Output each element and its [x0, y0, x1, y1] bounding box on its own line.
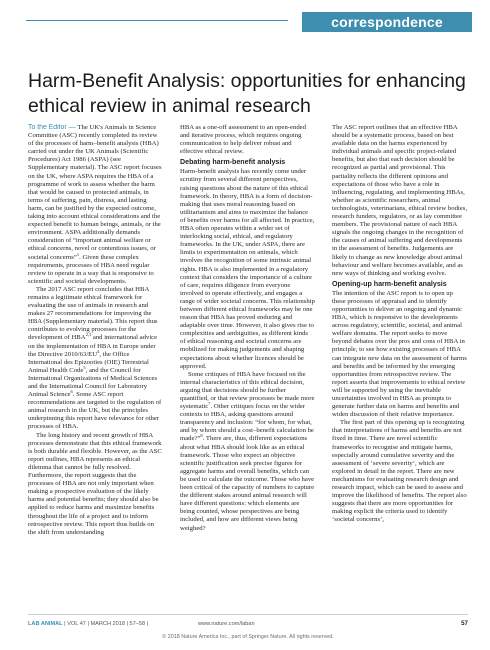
paragraph-text: . Some ASC report recommendations are targeted to the regulation of animal research in the UK, but the principles underpinning this report have relevance for other processes of HBA. [28, 391, 162, 431]
paragraph [28, 286, 163, 432]
paragraph-text: , and the Council for International Organizations of Medical Sciences and the International Council for Laboratory Animal Science [28, 366, 158, 399]
issue-info: | VOL 47 | MARCH 2018 | 57–58 | [62, 621, 149, 627]
footnote-ref: 8 [200, 433, 203, 439]
section-heading: Debating harm-benefit analysis [180, 158, 286, 167]
top-rule [26, 20, 288, 21]
page-number: 57 [461, 620, 468, 627]
paragraph-text: HBA as a one-off assessment to an open-ended and iterative process, which requires ongoing communication to help deliver robust and effective ethical review. [180, 124, 306, 156]
lead-in: To the Editor — [28, 124, 78, 131]
column-3 [332, 124, 467, 598]
paragraph-text: . There are, thus, different expectations about what HBA should look like as an ethical framework. Those who expect an objective scientific justification seek precise figures for aggregate harms and overall benefits, which can be used to calculate the outcome. Those who have been critical of the capacity of numbers to capture the different stakes around animal research will have different questions: which elements are being counted, whose perspectives are being included, and how are different views being weighed? [180, 435, 315, 532]
paragraph [332, 290, 467, 420]
paragraph-text: The intention of the ASC report is to open up these processes of appraisal and to identify opportunities to deliver an ongoing and dynamic HBA, which is responsive to the developments across regulatory, scientific, societal, and animal welfare domains. The report seeks to move beyond debates over the pros and cons of HBA in principle, to see how existing processes of HBA can integrate new data on the assessment of harms and benefits and be informed by the emerging opportunities from retrospective review. The report asserts that improvements to ethical review will be supported by using the inevitable uncertainties involved in HBA as prompts to generate further data on harms and benefits and widen discussion of their relative importance. [332, 289, 467, 419]
paragraph [180, 124, 315, 156]
journal-name: LAB ANIMAL [28, 621, 63, 627]
column-1 [28, 124, 163, 598]
paragraph [28, 124, 163, 286]
footnote-ref: 5 [83, 364, 86, 370]
section-heading: Opening-up harm-benefit analysis [332, 279, 447, 288]
footer-rule [28, 614, 468, 615]
paragraph-text: The UK's Animals in Science Committee (ASC) recently completed its review of the processes of harm–benefit analysis (HBA) carried out under the UK Animals (Scientific Procedures) Act 1986 (ASPA) (see Supplementary material). The ASC report focuses on the UK, where ASPA requires the HBA of a programme of work to assess whether the harm that would be caused to protected animals, in terms of suffering, pain, distress, and lasting harm, can be justified by the expected outcome, taking into account ethical considerations and the expected benefit to human beings, animals, or the environment. ASPA additionally demands consideration of “important animal welfare or ethical concerns, novel or contentious issues, or societal concerns” [28, 124, 162, 261]
paragraph-text: The ASC report outlines that an effective HBA should be a systematic process, based on best available data on the harms experienced by individual animals and specific project-related benefits, but also that each decision should be recognized as partial and provisional. This partiality reflects the different opinions and expectations of those who have a role in influencing, regulating, and implementing HBAs, whether as scientific researchers, animal technologists, veterinarians, ethical review bodies, research funders, regulators, or as lay committee members. The provisional nature of each HBA signals the ongoing changes in the recognition of the causes of animal suffering and developments in the assessment of benefits. Judgements are likely to change as new knowledge about animal behaviour and welfare becomes available, and as new ways of thinking and working evolve. [332, 124, 467, 277]
column-2 [180, 124, 315, 598]
paragraph [28, 432, 163, 537]
paragraph-text: and international advice on the implementation of HBA in Europe under the Directive 2010/63/EU [28, 334, 158, 358]
paragraph-text: . Given these complex requirements, processes of HBA need regular review to operate in a way that is responsive to scientific and societal developments. [28, 253, 154, 285]
article-title: Harm-Benefit Analysis: opportunities for enhancing ethical review in animal research [28, 70, 466, 117]
page-footer [28, 619, 468, 629]
paragraph-text: Some critiques of HBA have focused on the internal characteristics of this ethical decision, arguing that decisions should be further quantified, or that review processes be made more systematic [180, 370, 315, 411]
paragraph-text: , the Office International des Epizooties (OIE) Terrestrial Animal Health Code [28, 350, 149, 374]
paragraph [332, 124, 467, 278]
paragraph-text: The long history and recent growth of HBA processes demonstrate that this ethical framework is both durable and flexible. However, as the ASC report outlines, HBA represents an ethical dilemma that cannot be fully resolved. Furthermore, the report suggests that the processes of HBA are not only important when making a prospective evaluation of the likely harms and potential benefits; they should also be applied to reduce harms and maximize benefits throughout the life of a project and to inform retrospective review. This report thus builds on the shift from understanding [28, 431, 162, 536]
footnote-ref: 7 [208, 400, 211, 406]
paragraph-text: The first part of this opening up is recognizing that interpretations of harms and benefits are not fixed in time. There are novel scientific frameworks to recognise and mitigate harms, especially around cumulative severity and the assessment of ‘severe severity’, which are explored in detail in the report. There are new mechanisms for evaluating research design and research impact, which can be used to assess and improve the likelihood of benefits. The report also suggests that there are more opportunities for making explicit the criteria used to identify ‘societal concerns’, [332, 419, 467, 524]
section-label: correspondence [302, 12, 472, 32]
footnote-ref: 1 [76, 251, 80, 257]
footnote-ref: 2,3 [85, 332, 92, 338]
journal-url[interactable]: www.nature.com/laban [198, 621, 255, 627]
footnote-ref: 4 [97, 348, 100, 354]
footnote-ref: 6 [70, 388, 73, 394]
article-body [28, 124, 468, 598]
paragraph-text: . Other critiques focus on the wider contexts to HBA, asking questions around transparency and inclusion: “for whom, for what, and by whom should a cost–benefit calculation be made?” [180, 403, 314, 443]
paragraph [180, 371, 315, 533]
copyright-notice: © 2018 Nature America Inc., part of Springer Nature. All rights reserved. [162, 634, 334, 640]
paragraph [332, 419, 467, 524]
paragraph [180, 168, 315, 370]
paragraph-text: Harm-benefit analysis has recently come under scrutiny from several different perspectives, raising questions about the nature of this ethical framework. In theory, HBA is a form of decision-making that uses moral reasoning based on utilitarianism and aims to maximize the balance of benefits over harms for all affected. In practice, HBA often operates within a wider set of interlocking social, ethical, and regulatory frameworks. In the UK, under ASPA, there are limits to experimentation on animals, which involves the recognition of some intrinsic animal rights. HBA is also implemented in a regulatory context that considers the importance of a culture of care, requires diligence from everyone involved to operate effectively, and engages a range of wider societal concerns. This relationship between different ethical frameworks may be one reason that HBA has proved enduring and adaptable over time. However, it also gives rise to complexities and ambiguities, as different kinds of ethical reasoning and societal concerns are mobilized for making judgements and shaping expectations about whether licences should be approved. [180, 168, 315, 370]
paragraph-text: The 2017 ASC report concludes that HBA remains a legitimate ethical framework for evaluating the use of animals in research and makes 27 recommendations for improving the HBA (Supplementary material). This report thus contributes to evolving processes for the development of HBA [28, 285, 158, 342]
